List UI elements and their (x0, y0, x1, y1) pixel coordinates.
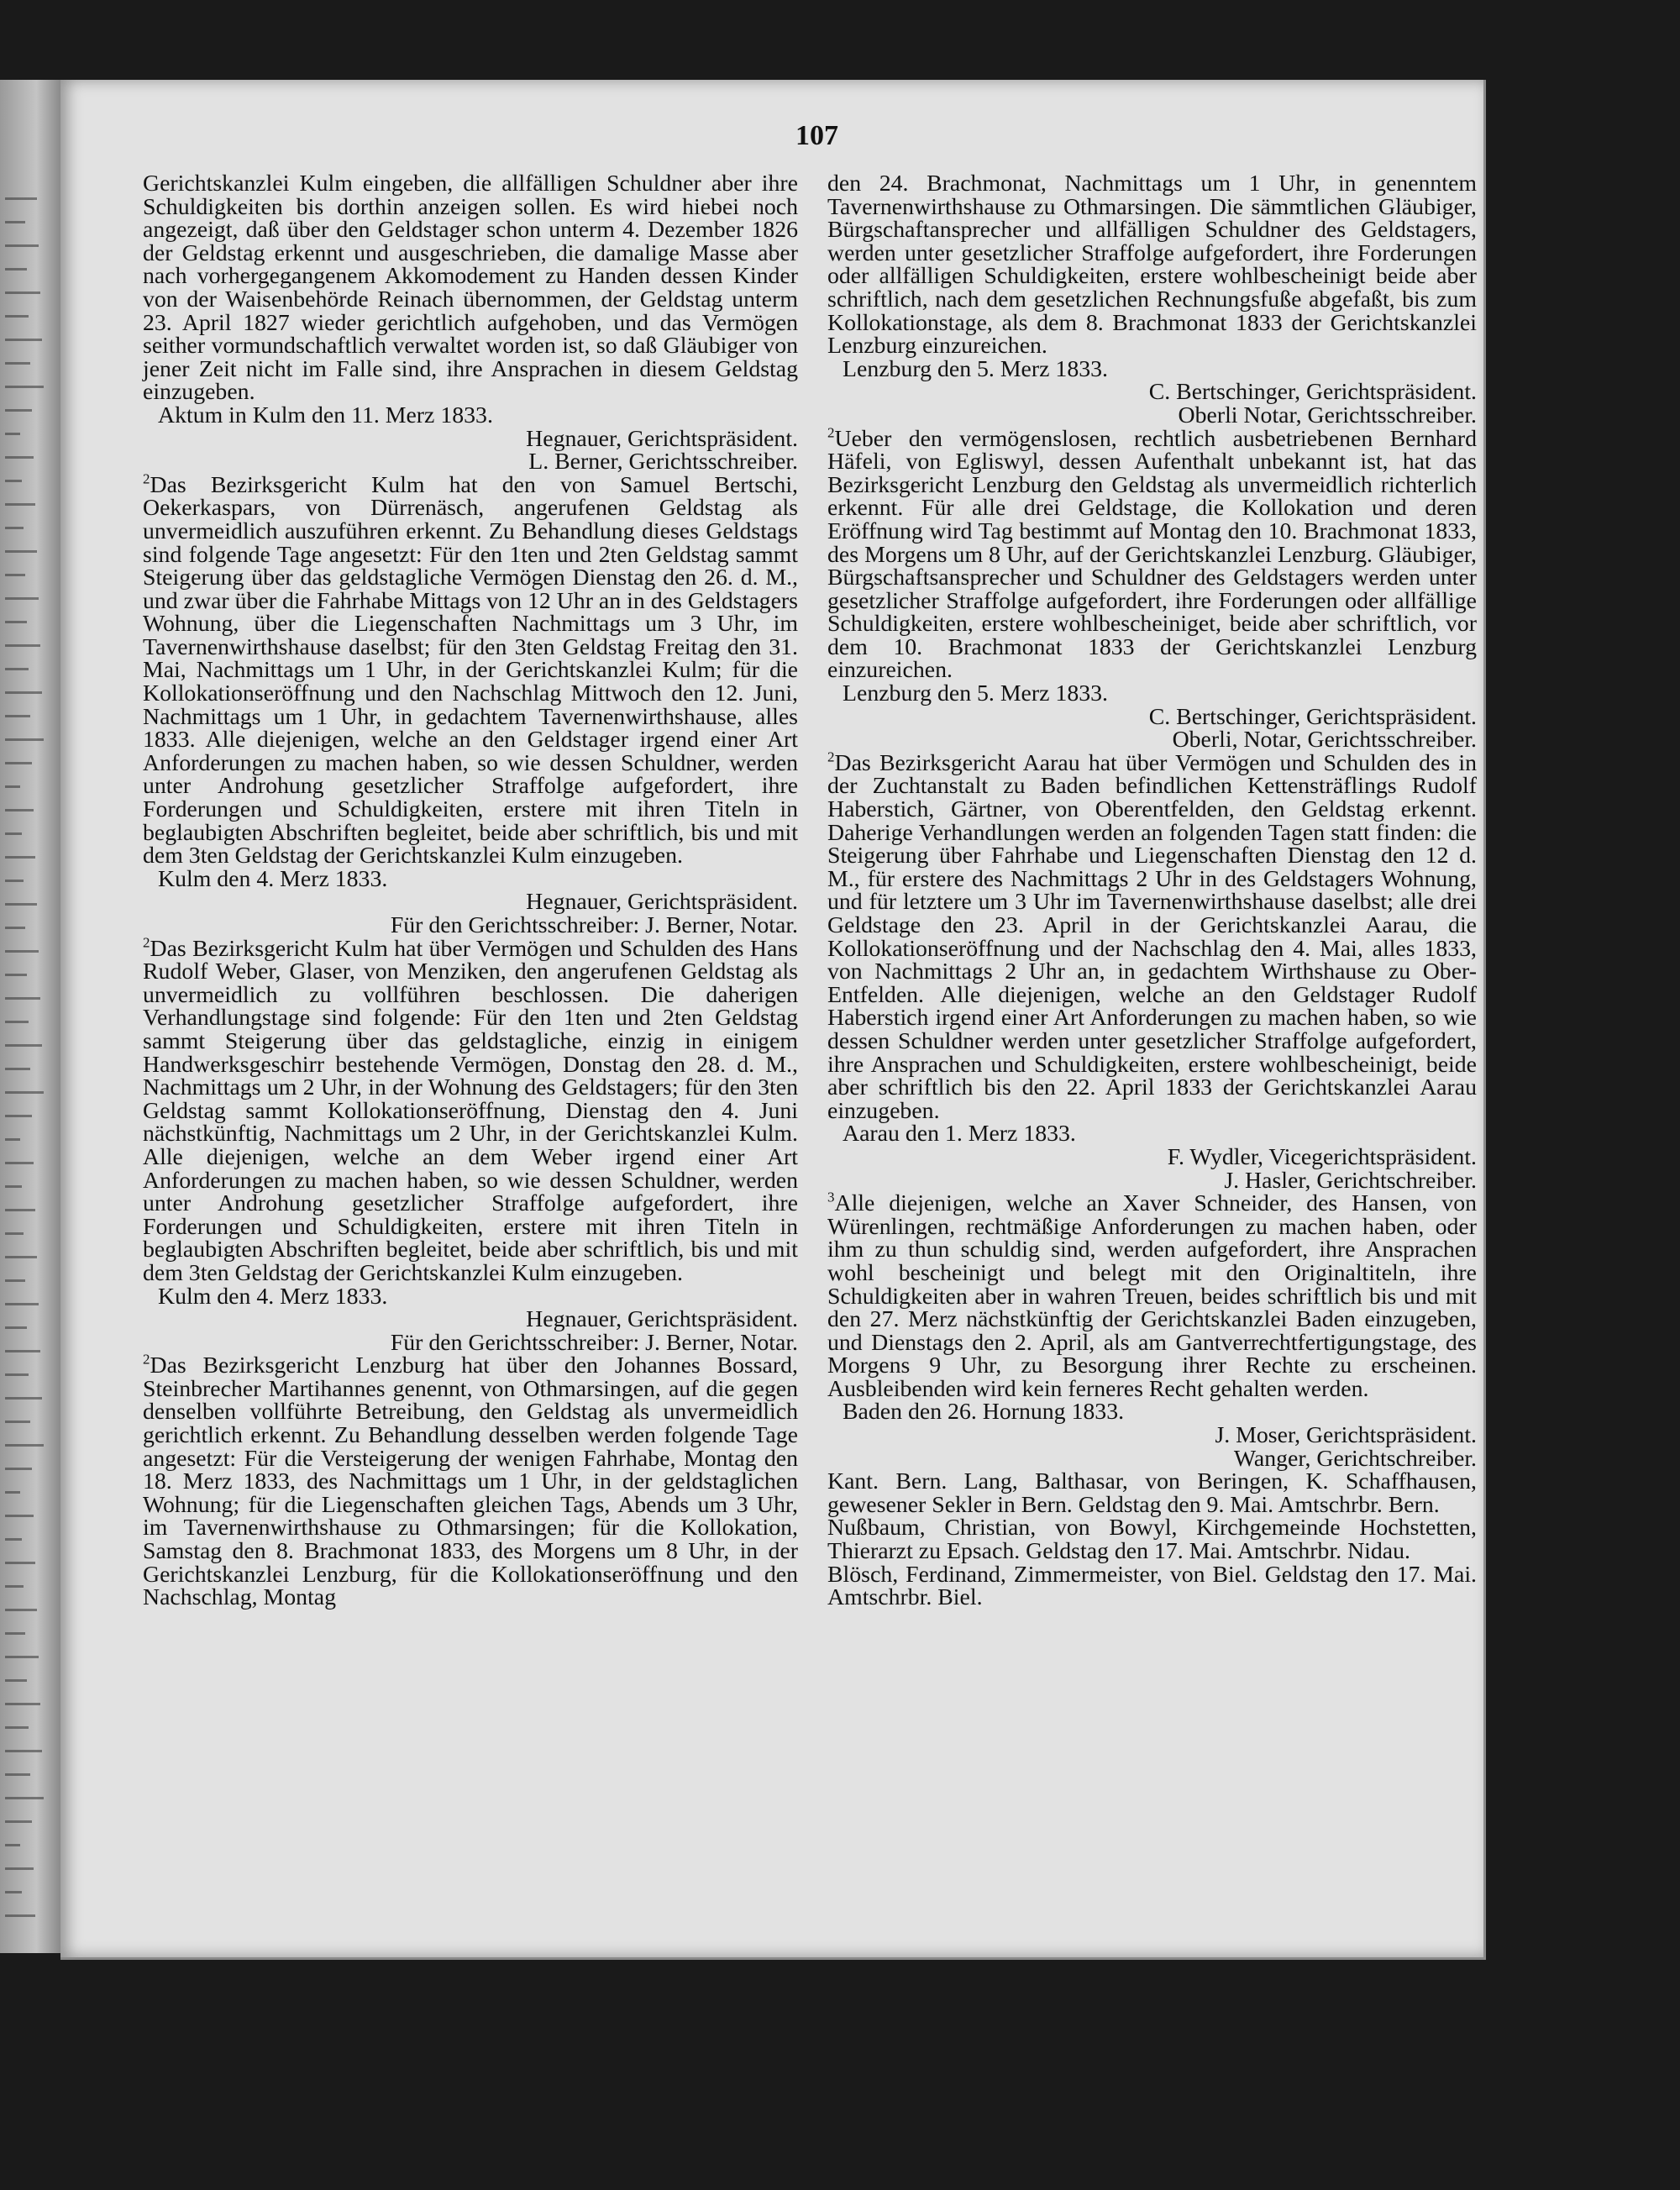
signature-line: C. Bertschinger, Gerichtspräsident. (1148, 703, 1477, 730)
facing-page-text-fragment (5, 1468, 32, 1470)
facing-page-text-fragment (5, 1891, 22, 1893)
facing-page-text-fragment (5, 456, 34, 459)
paragraph-text: Das Bezirksgericht Kulm hat den von Samuel Bertschi, Oekerkaspars, von Dürrenäsch, angerufenen Geldstag als unvermeidlich auszuführen erkennt. Zu Behandlung dieses Geldstags sind folgende Tage angesetzt: Für den 1ten und 2ten Geldstag sammt Steigerung über das geldstagliche Vermögen Dienstag den 26. d. M., und zwar über die Fahrhabe Mittags von 12 Uhr an in des Geldstagers Wohnung, über die Liegenschaften Nachmittags um 3 Uhr, im Tavernenwirthshause daselbst; für den 3ten Geldstag Freitag den 31. Mai, Nachmittags um 1 Uhr, in der Gerichtskanzlei Kulm; für die Kollokationseröffnung und den Nachschlag Mittwoch den 12. Juni, Nachmittags um 1 Uhr, in gedachtem Tavernenwirthshause, alles 1833. Alle diejenigen, welche an den Geldstager irgend einer Art Anforderungen zu machen haben, so wie dessen Schuldner, werden unter Androhung gesetzlicher Straffolge aufgefordert, ihre Forderungen und Schuldigkeiten, erstere mit ihren Titeln in beglaubigten Abschriften begleitet, beide aber schriftlich, bis und mit dem 3ten Geldstag der Gerichtskanzlei Kulm einzugeben. (143, 471, 798, 869)
signature-line: Oberli Notar, Gerichtsschreiber. (1178, 402, 1477, 428)
dateline: Lenzburg den 5. Merz 1833. (843, 355, 1108, 382)
facing-page-text-fragment (5, 1867, 34, 1870)
facing-page-text-fragment (5, 1162, 34, 1164)
facing-page-text-fragment (5, 1091, 44, 1094)
facing-page-text-fragment (5, 809, 34, 811)
signature-line: L. Berner, Gerichtsschreiber. (528, 449, 798, 475)
facing-page-text-fragment (5, 1115, 32, 1117)
facing-page-text-fragment (5, 550, 37, 553)
facing-page-text-fragment (5, 386, 44, 388)
facing-page-text-fragment (5, 856, 35, 859)
facing-page-text-fragment (5, 621, 27, 623)
facing-page-text-fragment (5, 1538, 22, 1541)
paragraph-text: Blösch, Ferdinand, Zimmermeister, von Biel. Geldstag den 17. Mai. Amtschrbr. Biel. (827, 1561, 1477, 1611)
facing-page-text-fragment (5, 1138, 20, 1141)
facing-page-text-fragment (5, 1797, 44, 1799)
facing-page-text-fragment (5, 1209, 35, 1211)
facing-page-text-fragment (5, 268, 27, 270)
facing-page-text-fragment (5, 785, 20, 788)
paragraph-text: den 24. Brachmonat, Nachmittags um 1 Uhr, in genenntem Tavernenwirthshause zu Othmarsingen. Die sämmtlichen Gläubiger, Bürgschaftansprecher und allfälligen Schuldner des Geldstagers, werden unter gesetzlicher Straffolge aufgefordert, ihre Forderungen oder allfälligen Schuldigkeiten, erstere wohlbescheinigt beide aber schriftlich, nach dem gesetzlichen Rechnungsfuße abgefaßt, bis zum Kollokationstage, als dem 8. Brachmonat 1833 der Gerichtskanzlei Lenzburg einzureichen. (827, 171, 1477, 360)
signature-line: Für den Gerichtsschreiber: J. Berner, Notar. (390, 1329, 798, 1356)
facing-page-text-fragment (5, 339, 42, 341)
document-page (60, 80, 1486, 1960)
facing-page-text-fragment (5, 597, 39, 600)
facing-page-text-fragment (5, 1421, 30, 1423)
facing-page-text-fragment (5, 1444, 44, 1447)
dateline: Aarau den 1. Merz 1833. (843, 1121, 1076, 1148)
notice-marker: 3 (827, 1189, 835, 1205)
facing-page-text-fragment (5, 880, 24, 882)
dateline: Aktum in Kulm den 11. Merz 1833. (158, 402, 493, 428)
notice-paragraph (827, 172, 1477, 358)
notice-marker: 2 (827, 424, 835, 441)
facing-page-text-fragment (5, 1679, 27, 1682)
paragraph-text: Kant. Bern. Lang, Balthasar, von Beringen, K. Schaffhausen, gewesener Sekler in Bern. Geldstag den 9. Mai. Amtschrbr. Bern. (827, 1468, 1477, 1518)
dateline: Kulm den 4. Merz 1833. (158, 1283, 388, 1310)
facing-page-text-fragment (5, 1703, 40, 1705)
facing-page-text-fragment (5, 1279, 25, 1282)
dateline: Lenzburg den 5. Merz 1833. (843, 680, 1108, 707)
facing-page-text-fragment (5, 409, 32, 412)
facing-page-text-fragment (5, 1256, 37, 1258)
facing-page-text-fragment (5, 1585, 24, 1588)
signature-line: Oberli, Notar, Gerichtsschreiber. (1172, 727, 1477, 754)
notice-marker: 2 (827, 748, 835, 765)
signature-line: F. Wydler, Vicegerichtspräsident. (1167, 1143, 1477, 1170)
right-column (827, 172, 1477, 1610)
facing-page-text-fragment (5, 433, 20, 435)
facing-page-text-fragment (5, 1068, 30, 1070)
signature-line: J. Moser, Gerichtspräsident. (1215, 1422, 1477, 1449)
facing-page-text-fragment (5, 527, 24, 529)
paragraph-text: Alle diejenigen, welche an Xaver Schneider, des Hansen, von Würenlingen, rechtmäßige Anforderungen zu machen haben, oder ihm zu thun schuldig sind, werden aufgefordert, ihre Ansprachen wohl bescheinigt und belegt mit den Originaltiteln, ihre Schuldigkeiten aber in wahren Treuen, beides schriftlich bis und mit den 27. Merz nächstkünftig der Gerichtskanzlei Baden einzugeben, und Dienstags den 2. April, als am Gantverrechtfertigungstage, des Morgens 9 Uhr, zu Besorgung ihrer Rechte zu erscheinen. Ausbleibenden wird kein ferneres Recht gehalten werden. (827, 1190, 1477, 1402)
facing-page-text-fragment (5, 362, 30, 365)
facing-page-text-fragment (5, 1750, 42, 1752)
facing-page-text-fragment (5, 1820, 32, 1823)
signature-line: J. Hasler, Gerichtschreiber. (1224, 1167, 1477, 1194)
facing-page-text-fragment (5, 644, 40, 647)
facing-page-text-fragment (5, 1021, 29, 1023)
left-column (143, 172, 798, 1610)
paragraph-text: Nußbaum, Christian, von Bowyl, Kirchgemeinde Hochstetten, Thierarzt zu Epsach. Geldstag den 17. Mai. Amtschrbr. Nidau. (827, 1515, 1477, 1565)
facing-page-text-fragment (5, 1844, 20, 1846)
facing-page-text-fragment (5, 1773, 30, 1776)
facing-page-text-fragment (5, 715, 30, 717)
facing-page-text-fragment (5, 974, 27, 976)
facing-page-text-fragment (5, 950, 39, 953)
facing-page-text-fragment (5, 1185, 22, 1188)
facing-page-text-fragment (5, 1515, 34, 1517)
signature-line: Hegnauer, Gerichtspräsident. (526, 1306, 798, 1333)
facing-page-text-fragment (5, 197, 37, 200)
facing-page-text-fragment (5, 244, 39, 247)
signature-line: Wanger, Gerichtschreiber. (1233, 1445, 1477, 1472)
notice-paragraph (827, 1470, 1477, 1516)
notice-paragraph (827, 748, 1477, 1124)
notice-paragraph (143, 1354, 798, 1610)
facing-page-text-fragment (5, 221, 25, 223)
facing-page-text-fragment (5, 1726, 29, 1729)
signature-line: C. Bertschinger, Gerichtspräsident. (1148, 379, 1477, 406)
facing-page-text-fragment (5, 503, 35, 506)
paragraph-text: Gerichtskanzlei Kulm eingeben, die allfälligen Schuldner aber ihre Schuldigkeiten bis dorthin anzeigen sollen. Es wird hiebei noch angezeigt, daß über den Geldstager schon unterm 4. Dezember 1826 der Geldstag erkennt und ausgeschrieben, die damalige Masse aber nach vorhergegangenem Akkomodement zu Handen dessen Kinder von der Waisenbehörde Reinach übernommen, der Geldstag unterm 23. April 1827 wieder gerichtlich aufgehoben, und das Vermögen seither vormundschaftlich verwaltet worden ist, so daß Gläubiger von jener Zeit nicht im Falle sind, ihre Ansprachen in diesem Geldstag einzugeben. (143, 171, 798, 406)
facing-page-text-fragment (5, 903, 37, 906)
paragraph-text: Ueber den vermögenslosen, rechtlich ausbetriebenen Bernhard Häfeli, von Egliswyl, dessen Aufenthalt unbekannt ist, hat das Bezirksgericht Lenzburg den Geldstag als unvermeidlich richterlich erkennt. Für alle drei Geldstage, die Kollokation und deren Eröffnung wird Tag bestimmt auf Montag den 10. Brachmonat 1833, des Morgens um 8 Uhr, auf der Gerichtskanzlei Lenzburg. Gläubiger, Bürgschaftsansprecher und Schuldner des Geldstagers werden unter gesetzlicher Straffolge aufgefordert, ihre Forderungen oder allfällige Schuldigkeiten, erstere wohlbescheiniget, beide aber schriftlich, vor dem 10. Brachmonat 1833 der Gerichtskanzlei Lenzburg einzureichen. (827, 425, 1477, 684)
dateline: Baden den 26. Hornung 1833. (843, 1399, 1125, 1426)
facing-page-text-fragment (5, 1491, 20, 1494)
facing-page-text-fragment (5, 1656, 39, 1658)
facing-page-text-fragment (5, 1373, 29, 1376)
facing-page-text-fragment (5, 1303, 39, 1305)
facing-page-text-fragment (5, 1397, 42, 1400)
facing-page-text-fragment (5, 291, 40, 294)
facing-page-text-fragment (5, 1350, 40, 1352)
facing-page-text-fragment (5, 1044, 42, 1047)
facing-page-text-fragment (5, 1232, 24, 1235)
notice-paragraph (827, 1515, 1477, 1565)
signature-line: Hegnauer, Gerichtspräsident. (526, 425, 798, 452)
dateline: Kulm den 4. Merz 1833. (158, 865, 388, 892)
facing-page-text-fragment (5, 927, 25, 929)
facing-page-text-fragment (5, 762, 32, 764)
facing-page-text-fragment (5, 668, 29, 670)
notice-paragraph (143, 470, 798, 869)
page-number: 107 (795, 120, 838, 151)
facing-page-text-fragment (5, 1326, 27, 1329)
paragraph-text: Das Bezirksgericht Aarau hat über Vermögen und Schulden des in der Zuchtanstalt zu Baden befindlichen Kettensträflings Rudolf Haberstich, Gärtner, von Oberentfelden, den Geldstag erkennt. Daherige Verhandlungen werden an folgenden Tagen statt finden: die Steigerung über Fahrhabe und Liegenschaften Dienstag den 12 d. M., für erstere des Nachmittags 2 Uhr in des Geldstagers Wohnung, und für letztere um 3 Uhr im Tavernenwirthshause daselbst; alle drei Geldstage den 23. April in der Gerichtskanzlei Aarau, die Kollokationseröffnung und der Nachschlag den 4. Mai, alles 1833, von Nachmittags 2 Uhr an, in gedachtem Wirthshause zu Ober-Entfelden. Alle diejenigen, welche an den Geldstager Rudolf Haberstich irgend einer Art Anforderungen zu machen haben, so wie dessen Schuldner werden unter gesetzlicher Straffolge aufgefordert, ihre Ansprachen und Schuldigkeiten, erstere wohlbescheinigt, beide aber schriftlich bis den 22. April 1833 der Gerichtskanzlei Aarau einzugeben. (827, 749, 1477, 1124)
facing-page-text-fragment (5, 997, 40, 1000)
facing-page-text-fragment (5, 1609, 37, 1611)
facing-page-text-fragment (5, 315, 29, 318)
facing-page-edge (0, 80, 62, 1953)
notice-paragraph (827, 424, 1477, 684)
facing-page-text-fragment (5, 574, 25, 576)
notice-marker: 2 (143, 934, 150, 951)
notice-marker: 2 (143, 470, 150, 487)
notice-paragraph (827, 1563, 1477, 1610)
notice-paragraph (143, 172, 798, 404)
paragraph-text: Das Bezirksgericht Kulm hat über Vermögen und Schulden des Hans Rudolf Weber, Glaser, von Menziken, den angerufenen Geldstag als unvermeidlich zu vollführen beschlossen. Die daherigen Verhandlungstage sind folgende: Für den 1ten und 2ten Geldstag sammt Steigerung über das geldstagliche, einzig in einigem Handwerksgeschirr bestehende Vermögen, Donstag den 28. d. M., Nachmittags um 2 Uhr, in der Wohnung des Geldstagers; für den 3ten Geldstag sammt Kollokationseröffnung, Dienstag den 4. Juni nächstkünftig, Nachmittags um 2 Uhr, in der Gerichtskanzlei Kulm. Alle diejenigen, welche an dem Weber irgend einer Art Anforderungen zu machen haben, so wie dessen Schuldner, werden unter Androhung gesetzlicher Straffolge aufgefordert, ihre Forderungen und Schuldigkeiten, erstere mit ihren Titeln in beglaubigten Abschriften begleitet, beide aber schriftlich, bis und mit dem 3ten Geldstag der Gerichtskanzlei Kulm einzugeben. (143, 935, 798, 1286)
facing-page-text-fragment (5, 738, 44, 741)
facing-page-text-fragment (5, 1914, 35, 1917)
facing-page-text-fragment (5, 1632, 25, 1635)
signature-line: Für den Gerichtsschreiber: J. Berner, Notar. (390, 912, 798, 938)
notice-marker: 2 (143, 1352, 150, 1368)
paragraph-text: Das Bezirksgericht Lenzburg hat über den Johannes Bossard, Steinbrecher Martihannes genennt, von Othmarsingen, auf die gegen denselben vollführte Betreibung, den Geldstag als unvermeidlich gerichtlich erkennt. Zu Behandlung desselben werden folgende Tage angesetzt: Für die Versteigerung der wenigen Fahrhabe, Montag den 18. Merz 1833, des Nachmittags um 1 Uhr, in der geldstaglichen Wohnung; für die Liegenschaften gleichen Tags, Abends um 3 Uhr, im Tavernenwirthshause zu Othmarsingen; für die Kollokation, Samstag den 8. Brachmonat 1833, des Morgens um 8 Uhr, in der Gerichtskanzlei Lenzburg, für die Kollokationseröffnung und den Nachschlag, Montag (143, 1352, 798, 1611)
facing-page-text-fragment (5, 832, 22, 835)
facing-page-text-fragment (5, 1562, 35, 1564)
facing-page-text-fragment (5, 691, 42, 694)
notice-paragraph (827, 1189, 1477, 1402)
notice-paragraph (143, 934, 798, 1286)
facing-page-text-fragment (5, 480, 22, 482)
signature-line: Hegnauer, Gerichtspräsident. (526, 889, 798, 916)
